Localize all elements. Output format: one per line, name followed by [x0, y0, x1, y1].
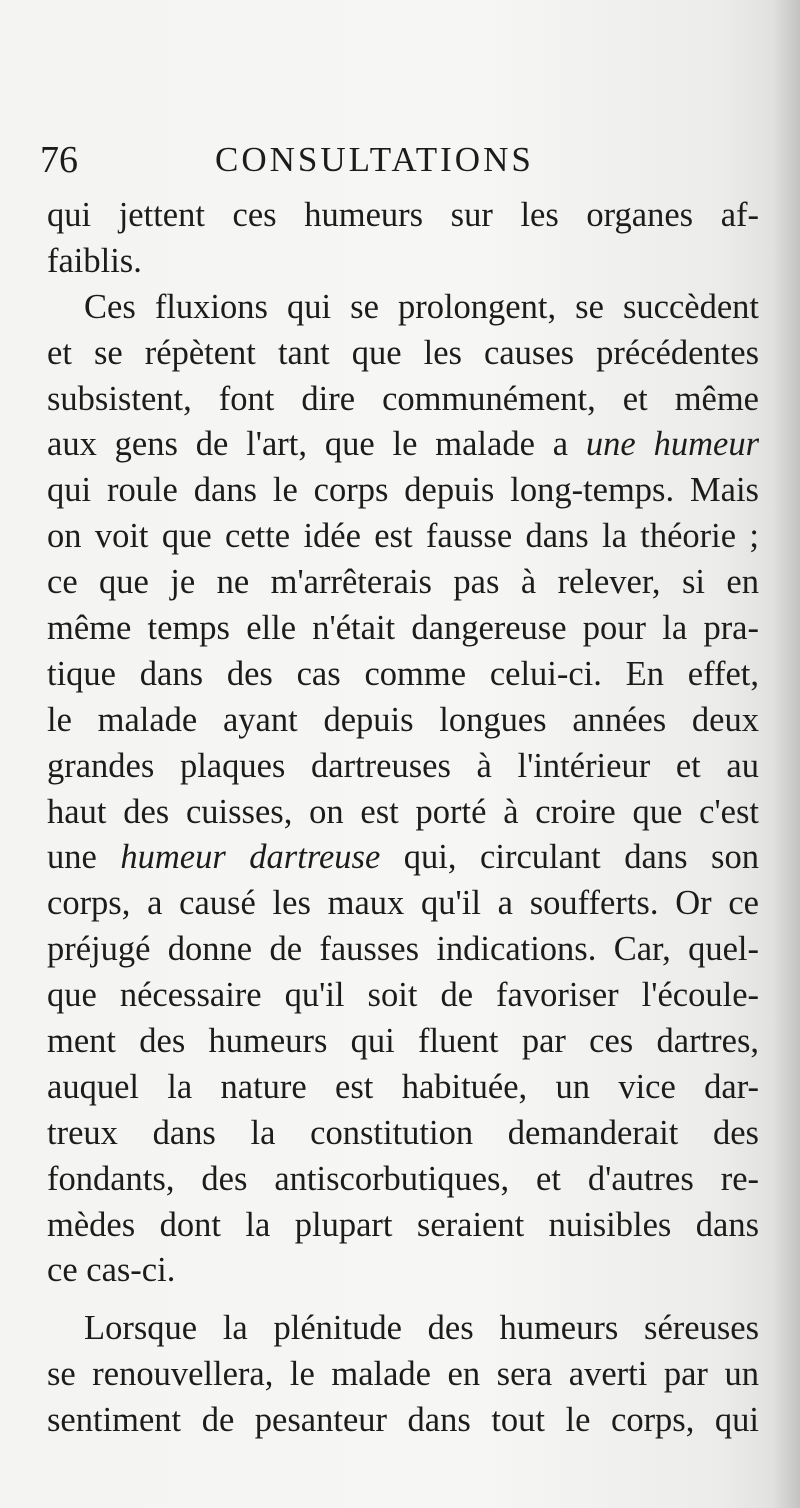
text-line: grandes plaques dartreuses à l'intérieur et au: [47, 746, 759, 785]
text-line: ment des humeurs qui fluent par ces dartres,: [47, 1022, 759, 1061]
text-line: subsistent, font dire communément, et même: [47, 379, 759, 418]
text-line: faiblis.: [47, 241, 142, 280]
paragraph-gap: [47, 1294, 759, 1306]
text-line: même temps elle n'était dangereuse pour la pra-: [47, 609, 759, 648]
text-line: ce cas-ci.: [47, 1251, 176, 1290]
text-run: une: [47, 838, 121, 877]
text-line: treux dans la constitution demanderait des: [47, 1113, 759, 1152]
text-line: haut des cuisses, on est porté à croire que c'est: [47, 792, 759, 831]
text-line: auquel la nature est habituée, un vice dar-: [47, 1067, 759, 1106]
page-header: [40, 135, 600, 185]
italic-phrase: humeur dartreuse: [120, 838, 381, 877]
text-run: aux gens de l'art, que le malade a: [47, 425, 586, 464]
text-line: mèdes dont la plupart seraient nuisibles dans: [47, 1205, 759, 1244]
text-line: et se répètent tant que les causes précédentes: [47, 333, 759, 372]
text-line: Lorsque la plénitude des humeurs séreuses: [84, 1309, 759, 1348]
text-line: qui roule dans le corps depuis long-temps. Mais: [47, 471, 759, 510]
text-line: on voit que cette idée est fausse dans la théorie ;: [47, 517, 759, 556]
text-line: sentiment de pesanteur dans tout le corps, qui: [47, 1401, 759, 1440]
text-line: [47, 422, 759, 468]
page-number: 76: [40, 139, 78, 181]
text-line: préjugé donne de fausses indications. Car, quel-: [47, 930, 759, 969]
text-line: se renouvellera, le malade en sera averti par un: [47, 1355, 759, 1394]
text-line: que nécessaire qu'il soit de favoriser l'écoule-: [47, 976, 759, 1015]
text-line: tique dans des cas comme celui-ci. En effet,: [47, 654, 759, 693]
italic-phrase: une humeur: [585, 425, 759, 464]
text-line: ce que je ne m'arrêterais pas à relever, si en: [47, 563, 759, 602]
text-line: fondants, des antiscorbutiques, et d'autres re-: [47, 1159, 759, 1198]
text-line: [47, 835, 759, 881]
text-line: le malade ayant depuis longues années deux: [47, 700, 759, 739]
text-line: Ces fluxions qui se prolongent, se succèdent: [84, 287, 759, 326]
text-run: qui, circulant dans son: [380, 838, 759, 877]
page-gutter-shadow: [772, 0, 800, 1508]
text-line: qui jettent ces humeurs sur les organes af-: [47, 196, 759, 234]
body-text: [47, 193, 759, 1444]
text-line: corps, a causé les maux qu'il a soufferts. Or ce: [47, 884, 759, 923]
running-title: CONSULTATIONS: [215, 140, 534, 179]
